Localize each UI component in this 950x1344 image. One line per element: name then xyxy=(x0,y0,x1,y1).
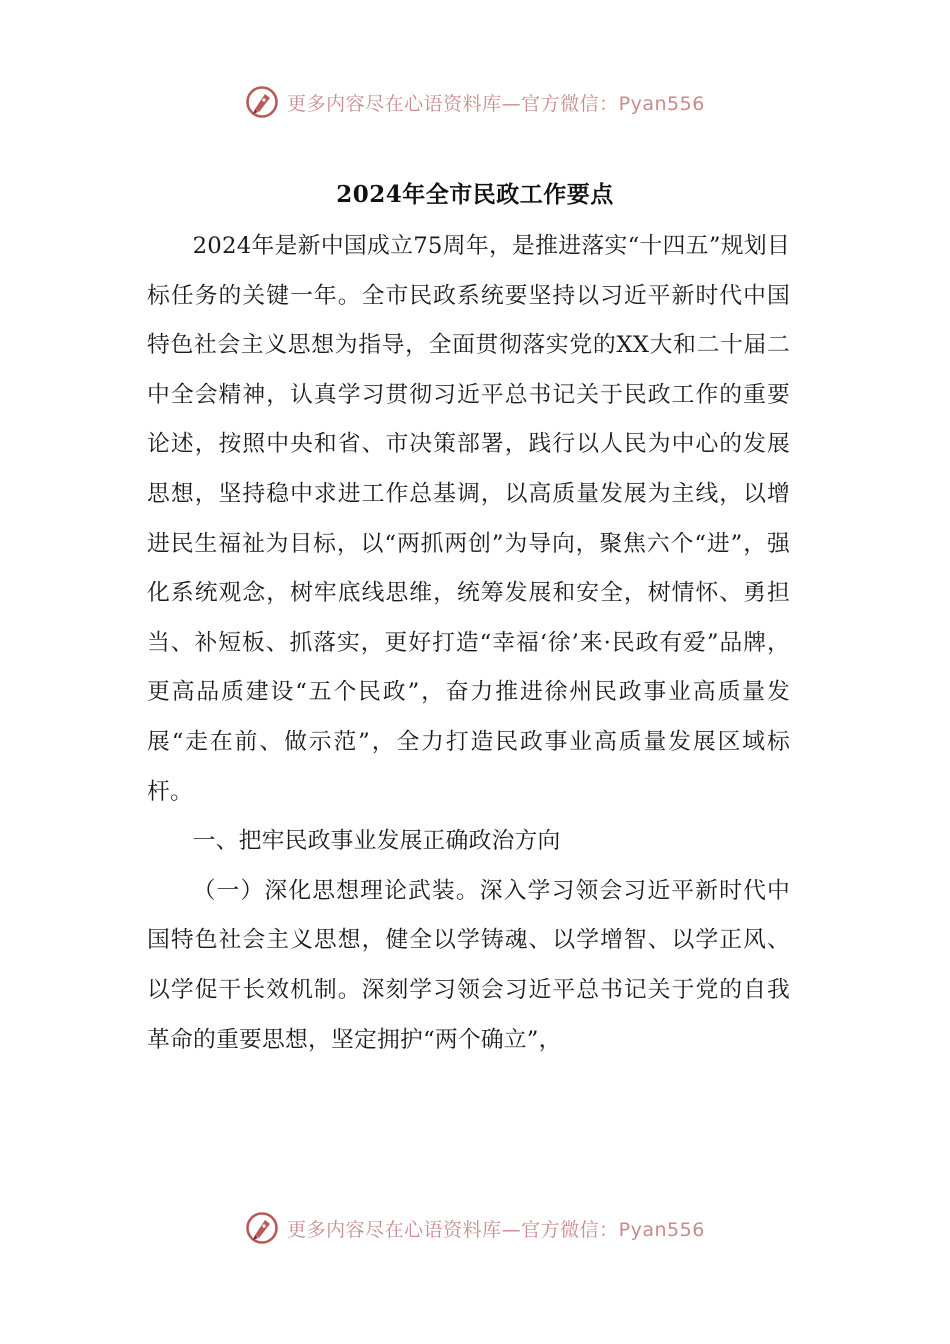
document-title: 2024年全市民政工作要点 xyxy=(336,181,614,208)
pen-nib-logo-icon xyxy=(245,85,279,119)
intro-paragraph: 2024年是新中国成立75周年，是推进落实“十四五”规划目标任务的关键一年。全市民政系统要坚持以习近平新时代中国特色社会主义思想为指导，全面贯彻落实党的XX大和二十届二中全会精神，认真学习贯彻习近平总书记关于民政工作的重要论述，按照中央和省、市决策部署，践行以人民为中心的发展思想，坚持稳中求进工作总基调，以高质量发展为主线，以增进民生福祉为目标，以“两抓两创”为导向，聚焦六个“进”，强化系统观念，树牢底线思维，统筹发展和安全，树情怀、勇担当、补短板、抓落实，更好打造“幸福‘徐’来·民政有爱”品牌，更高品质建设“五个民政”，奋力推进徐州民政事业高质量发展“走在前、做示范”，全力打造民政事业高质量发展区域标杆。 xyxy=(147,233,790,805)
section-heading: 一、把牢民政事业发展正确政治方向 xyxy=(192,828,561,855)
header-watermark xyxy=(0,82,950,122)
watermark-text: 更多内容尽在心语资料库—官方微信：Pyan556 xyxy=(287,92,705,115)
document-body xyxy=(147,222,790,1065)
pen-nib-logo-icon xyxy=(245,1211,279,1245)
footer-watermark xyxy=(0,1208,950,1248)
watermark-text: 更多内容尽在心语资料库—官方微信：Pyan556 xyxy=(287,1218,705,1241)
subsection-paragraph: （一）深化思想理论武装。深入学习领会习近平新时代中国特色社会主义思想，健全以学铸魂、以学增智、以学正风、以学促干长效机制。深刻学习领会习近平总书记关于党的自我革命的重要思想，坚定拥护“两个确立”， xyxy=(147,877,790,1053)
